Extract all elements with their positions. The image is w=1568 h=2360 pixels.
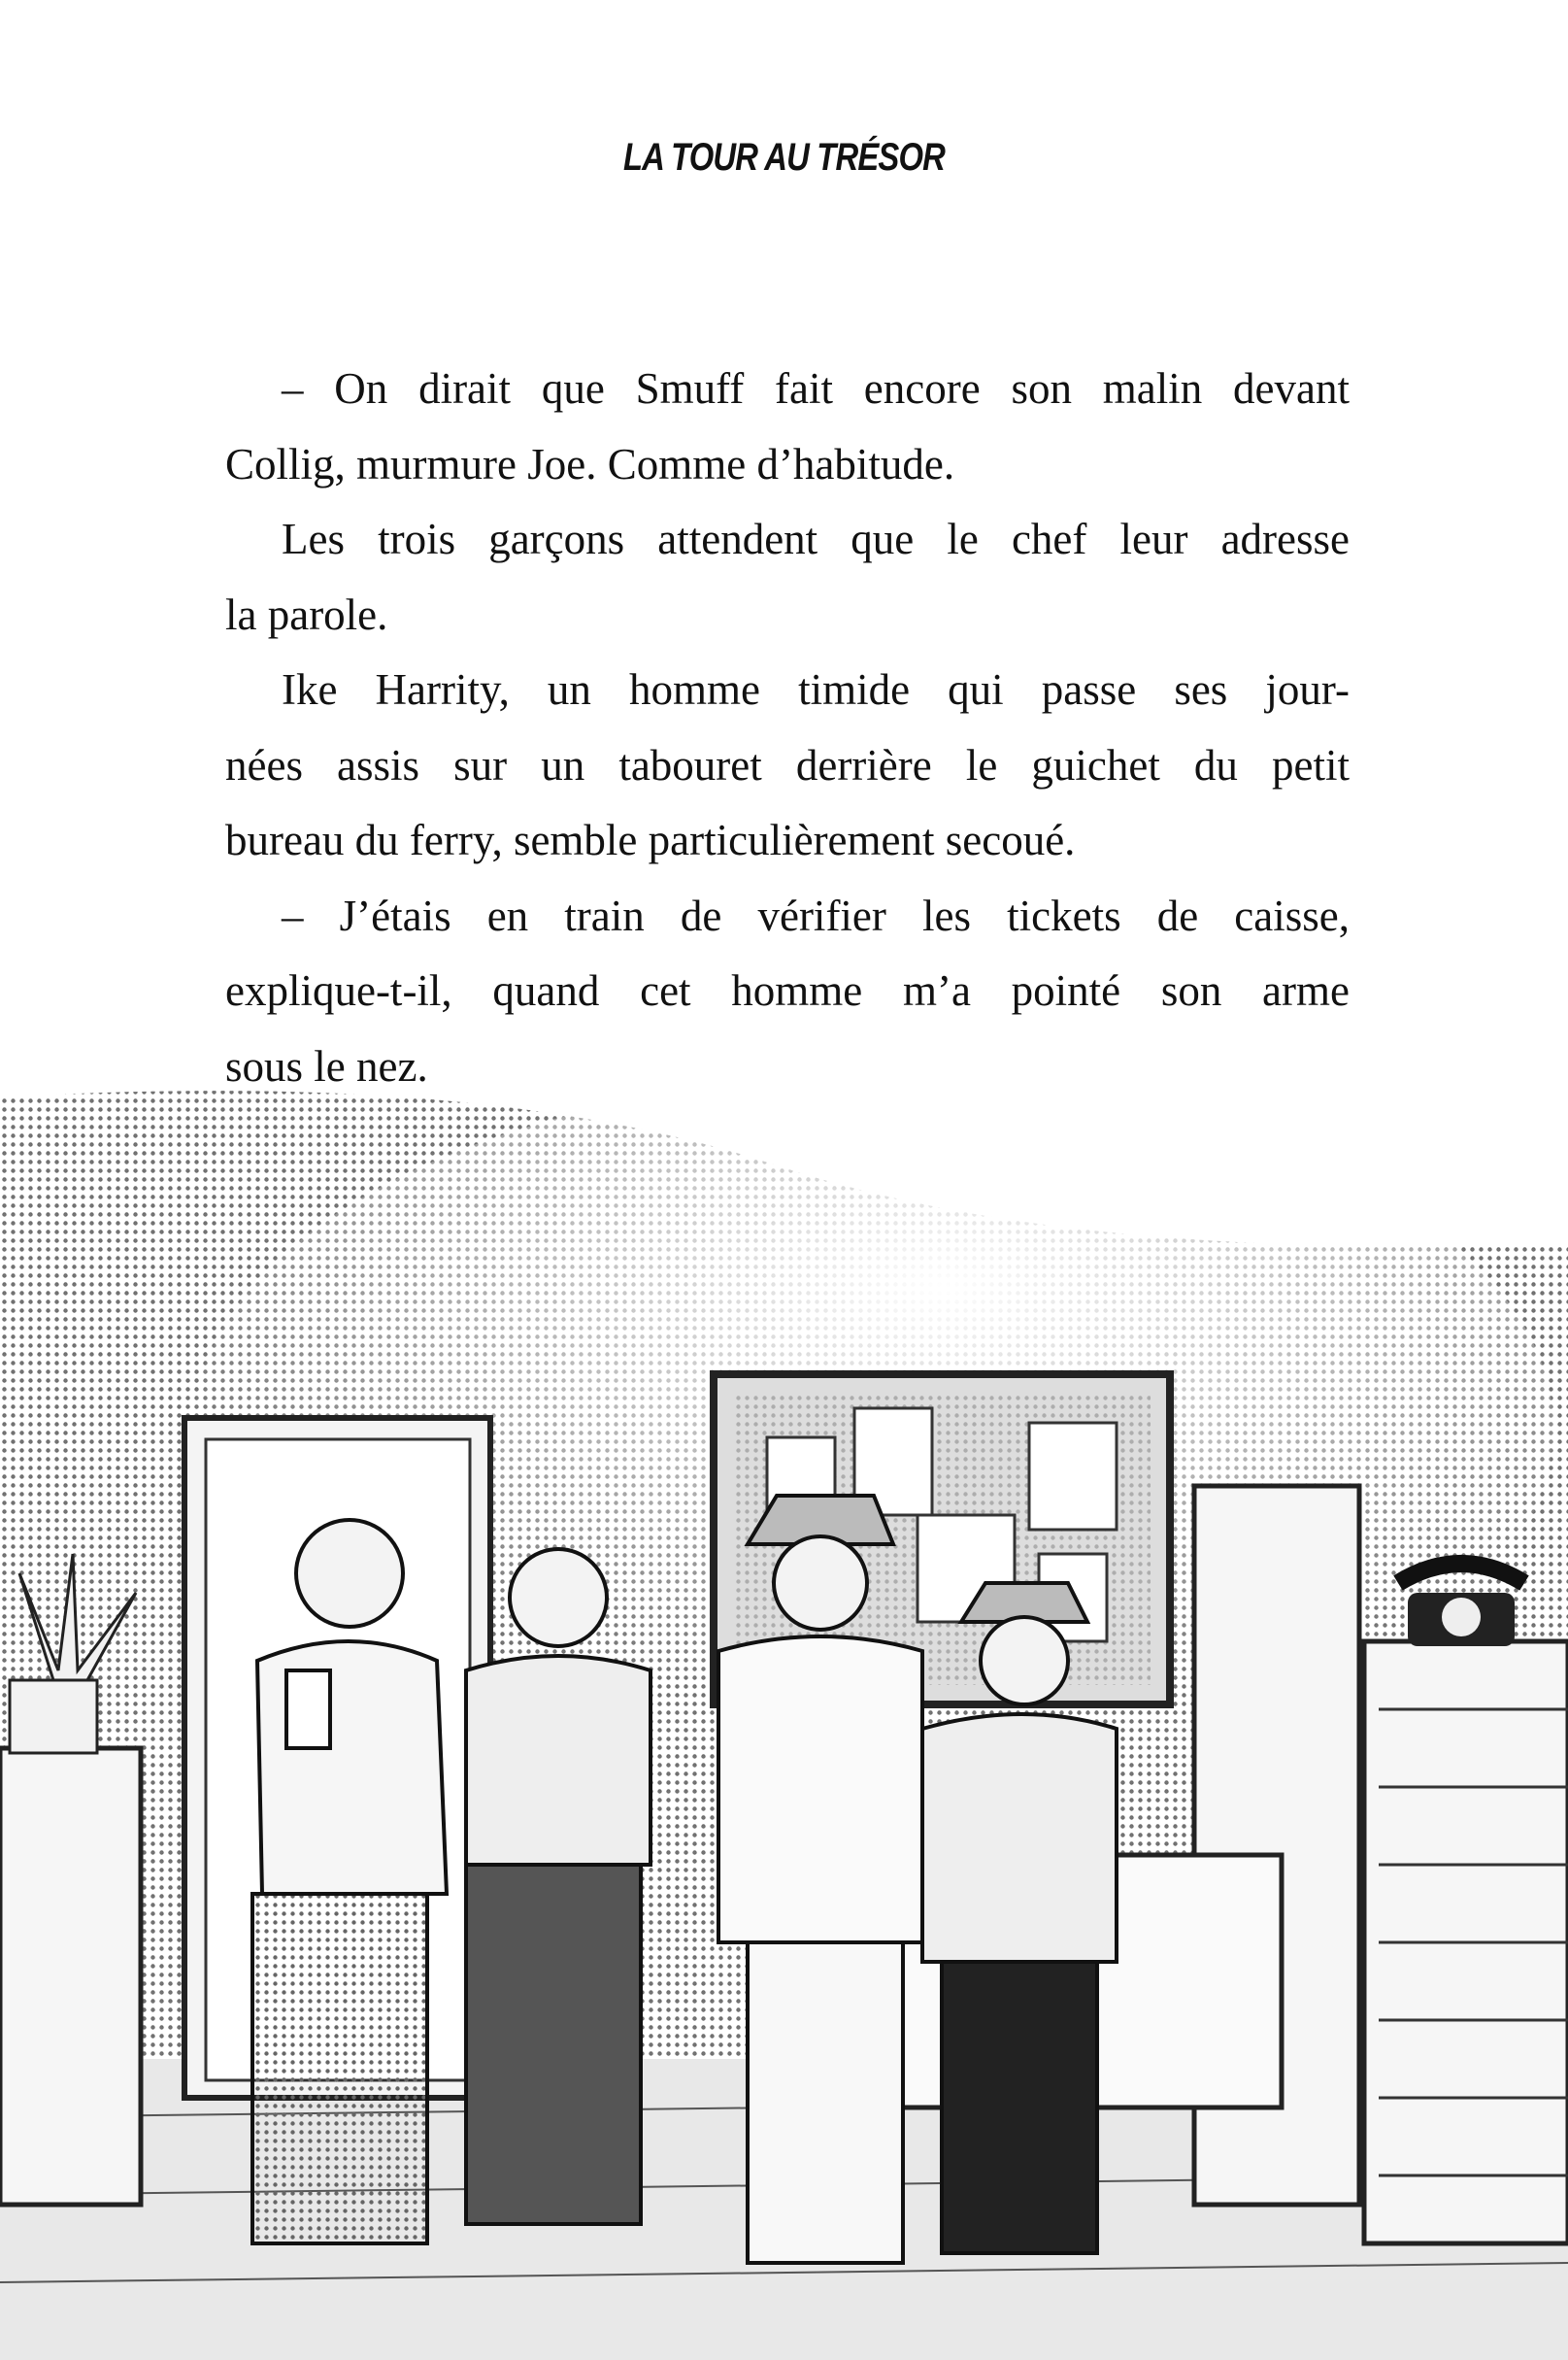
text-line: bureau du ferry, semble particulièrement secoué.: [225, 816, 1076, 864]
text-line: explique-t-il, quand cet homme m’a pointé son arme: [225, 966, 1350, 1015]
running-header: LA TOUR AU TRÉSOR: [622, 136, 946, 179]
body-text: [225, 352, 1350, 1104]
office-illustration: [0, 1088, 1568, 2360]
text-line: Ike Harrity, un homme timide qui passe ses jour-: [282, 665, 1350, 714]
text-line: Les trois garçons attendent que le chef leur adresse: [282, 515, 1350, 563]
text-line: Collig, murmure Joe. Comme d’habitude.: [225, 439, 955, 489]
bookshelf: [0, 1748, 141, 2205]
text-line: – J’étais en train de vérifier les tickets de caisse,: [282, 891, 1350, 940]
text-line: – On dirait que Smuff fait encore son malin devant: [282, 364, 1350, 413]
text-line: la parole.: [225, 590, 388, 639]
text-line: nées assis sur un tabouret derrière le guichet du petit: [225, 740, 1350, 790]
text-line: sous le nez.: [225, 1041, 428, 1091]
